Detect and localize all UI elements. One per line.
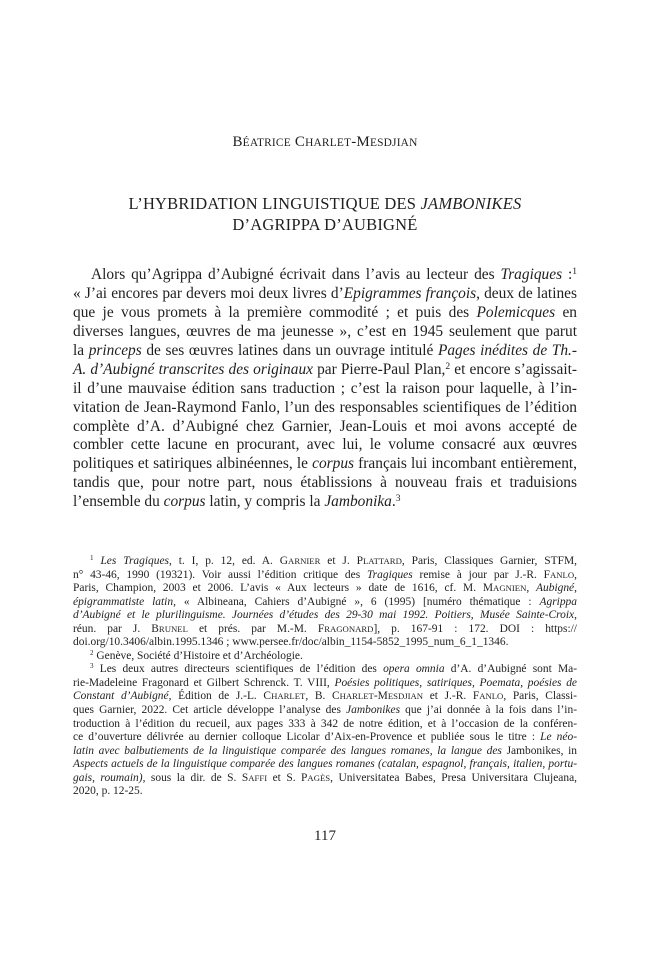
footnote-ref-2[interactable]: 2 [445,360,451,372]
body-line: complète d’A. d’Aubigné chez Garnier, Jean-Louis et moi avons accepté de [73,417,577,435]
body-line: A. d’Aubigné transcrites des originaux par Pierre-Paul Plan,$^2$ et encore s’agissait- [73,360,578,378]
footnote-line: rie-Madeleine Fragonard et Gilbert Schrenck. T. VIII, Poésies politiques, satiriques, Poemata, poésies de [73,676,577,689]
footnote-line: d’Aubigné et le plurilinguisme. Journées d’études des 29-30 mai 1992. Poitiers, Musée Sainte-Croix, [73,609,577,622]
body-line: Alors qu’Agrippa d’Aubigné écrivait dans l’avis au lecteur des Tragiques :$^1$ [91,265,577,283]
body-line: que je vous promets à la première commodité ; et puis des Polemicques en [73,303,577,321]
footnote-line: réun. par J. BRUNEL et prés. par M.-M. FRAGONARD], p. 167-91 : 172. DOI : https:// [73,622,577,635]
body-line: tandis que, pour notre part, nous établissions à nouveau frais et traduisions [73,474,577,492]
footnote-line: latin avec balbutiements de la linguistique comparée des langues romanes, la langue des Jambonikes, in [73,744,577,757]
footnote-line: n° 43-46, 1990 (19321). Voir aussi l’édition critique des Tragiques remise à jour par J.-R. FANLO, [73,568,577,581]
title-line-1: L’HYBRIDATION LINGUISTIQUE DES JAMBONIKES [128,194,522,213]
footnote-line: troduction à l’édition du recueil, aux pages 333 à 342 de notre édition, et à l’occasion de la conféren- [73,717,577,730]
title-line-2: D’AGRIPPA D’AUBIGNÉ [232,215,418,234]
footnote-line: 2020, p. 12-25. [73,785,143,798]
footnote-line: Aspects actuels de la linguistique comparée des langues romanes (catalan, espagnol, français, italien, portu- [73,758,577,771]
chapter-title [0,193,650,235]
page-number: 117 [314,828,336,844]
footnote-line: Paris, Champion, 2003 et 2006. L’avis « Aux lecteurs » date de 1616, cf. M. MAGNIEN, Aubigné, [73,582,577,595]
body-paragraph [73,266,577,512]
footnote-1: $^1$ Les Tragiques, t. I, p. 12, ed. A. GARNIER et J. PLATTARD, Paris, Classiques Garnier, STFM, [90,554,578,567]
body-line: politiques et satiriques albinéennes, le corpus français lui incombant entièrement, [73,455,578,473]
body-line: il d’une mauvaise édition sans traduction ; c’est la raison pour laquelle, à l’in- [73,379,577,397]
footnote-3: $^3$ Les deux autres directeurs scientifiques de l’édition des opera omnia d’A. d’Aubigné sont Ma- [90,662,578,676]
footnote-line: ce d’ouverture délivrée au dernier colloque Licolar d’Aix-en-Provence et publiée sous le titre : Le néo- [73,731,578,744]
footnote-line: doi.org/10.3406/albin.1995.1346 ; www.persee.fr/doc/albin_1154-5852_1995_num_6_1_1346. [73,636,509,649]
body-line: diverses langues, œuvres de ma jeunesse », c’est en 1945 seulement que parut [73,322,577,340]
footnote-ref-3[interactable]: 3 [395,493,401,504]
footnote-ref-1[interactable]: 1 [572,265,577,277]
body-line: vitation de Jean-Raymond Fanlo, l’un des responsables scientifiques de l’édition [73,398,577,416]
author-name: BÉATRICE CHARLET-MESDJIAN [232,134,418,150]
footnote-line: Constant d’Aubigné, Édition de J.-L. CHARLET, B. CHARLET-MESDJIAN et J.-R. FANLO, Paris, Classi- [73,690,577,703]
footnote-2: $^2$ Genève, Société d’Histoire et d’Archéologie. [90,648,303,662]
footnote-line: épigrammatiste latin, « Albineana, Cahiers d’Aubigné », 6 (1995) [numéro thématique : Agrippa [73,595,577,608]
body-line: l’ensemble du corpus latin, y compris la Jambonika.$^3$ [73,493,401,511]
footnote-line: gais, roumain), sous la dir. de S. SAFFI et S. PAGÈS, Universitatea Babes, Presa Universitara Clujeana, [73,771,578,784]
body-line: la princeps de ses œuvres latines dans un ouvrage intitulé Pages inédites de Th.- [73,341,577,359]
body-line: combler cette lacune en procurant, avec lui, le volume consacré aux œuvres [73,436,577,454]
body-line: « J’ai encores par devers moi deux livres d’Epigrammes françois, deux de latines [73,284,577,302]
footnote-line: ques Garnier, 2022. Cet article développe l’analyse des Jambonikes que j’ai donnée à la fois dans l’in- [73,704,577,717]
footnotes [73,555,577,799]
